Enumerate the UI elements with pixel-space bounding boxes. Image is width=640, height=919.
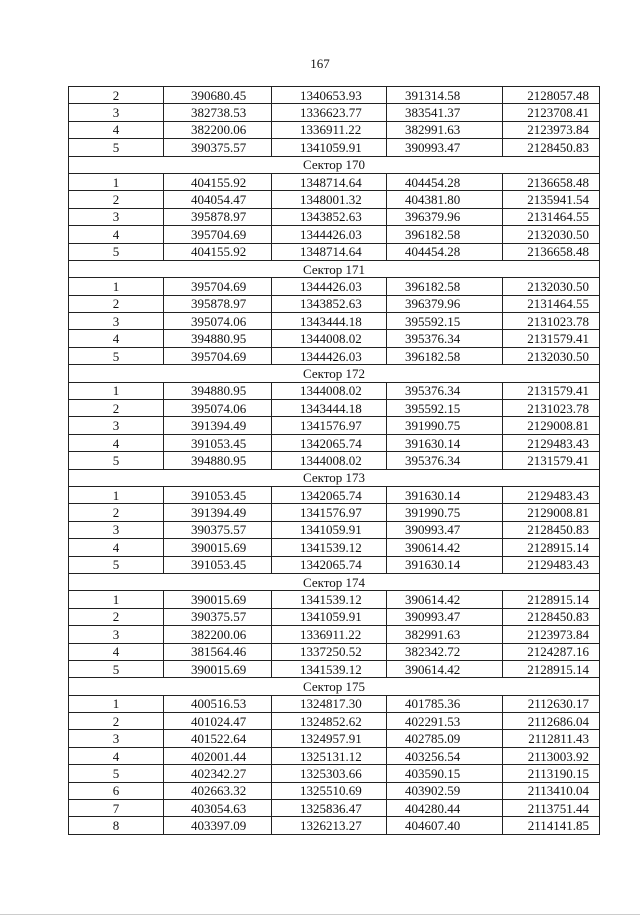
coord-y2-cell: 2136658.48 [503,173,600,190]
coord-x1-cell: 402663.32 [164,782,272,799]
coord-x1-cell: 390015.69 [164,591,272,608]
coord-y1-cell: 1337250.52 [272,643,387,660]
coord-y2-cell: 2113751.44 [503,800,600,817]
sector-title: Сектор 170 [69,156,600,173]
coord-y1-cell: 1343852.63 [272,208,387,225]
sector-header-row [69,365,600,382]
coord-y2-cell: 2129483.43 [503,486,600,503]
table-row [69,521,600,538]
coord-x2-cell: 382991.63 [387,626,503,643]
coord-y1-cell: 1336623.77 [272,104,387,121]
point-number-cell: 5 [69,139,164,156]
coord-x2-cell: 395376.34 [387,452,503,469]
coord-x1-cell: 403397.09 [164,817,272,834]
table-row [69,313,600,330]
point-number-cell: 4 [69,226,164,243]
point-number-cell: 1 [69,591,164,608]
coord-x1-cell: 402342.27 [164,765,272,782]
coord-y1-cell: 1348001.32 [272,191,387,208]
coord-x2-cell: 391630.14 [387,434,503,451]
table-row [69,121,600,138]
table-row [69,660,600,677]
table-row [69,191,600,208]
coord-y2-cell: 2114141.85 [503,817,600,834]
coord-x1-cell: 403054.63 [164,800,272,817]
coord-y2-cell: 2131579.41 [503,330,600,347]
coord-x2-cell: 390993.47 [387,521,503,538]
point-number-cell: 8 [69,817,164,834]
sector-header-row [69,260,600,277]
table-row [69,400,600,417]
sector-title: Сектор 171 [69,260,600,277]
coord-x2-cell: 390993.47 [387,608,503,625]
coord-y1-cell: 1344426.03 [272,226,387,243]
sector-title: Сектор 173 [69,469,600,486]
coord-y1-cell: 1324817.30 [272,695,387,712]
coord-y1-cell: 1336911.22 [272,121,387,138]
coord-y1-cell: 1340653.93 [272,87,387,104]
coord-x2-cell: 391314.58 [387,87,503,104]
point-number-cell: 3 [69,104,164,121]
coord-x1-cell: 390375.57 [164,139,272,156]
coord-y2-cell: 2131579.41 [503,452,600,469]
table-row [69,504,600,521]
point-number-cell: 2 [69,713,164,730]
point-number-cell: 1 [69,173,164,190]
coord-x2-cell: 396182.58 [387,226,503,243]
coord-y2-cell: 2128915.14 [503,660,600,677]
table-row [69,208,600,225]
coord-x1-cell: 395878.97 [164,295,272,312]
table-row [69,452,600,469]
coord-x1-cell: 395074.06 [164,313,272,330]
point-number-cell: 2 [69,504,164,521]
coord-x1-cell: 394880.95 [164,382,272,399]
coord-y2-cell: 2113190.15 [503,765,600,782]
coord-x1-cell: 390015.69 [164,660,272,677]
point-number-cell: 3 [69,208,164,225]
point-number-cell: 3 [69,521,164,538]
table-row [69,695,600,712]
coord-x2-cell: 404280.44 [387,800,503,817]
coord-y1-cell: 1341059.91 [272,139,387,156]
coord-x2-cell: 404454.28 [387,243,503,260]
coord-x1-cell: 395074.06 [164,400,272,417]
point-number-cell: 3 [69,417,164,434]
coord-x1-cell: 381564.46 [164,643,272,660]
point-number-cell: 6 [69,782,164,799]
coord-y2-cell: 2132030.50 [503,347,600,364]
point-number-cell: 1 [69,486,164,503]
point-number-cell: 4 [69,330,164,347]
coord-y2-cell: 2131023.78 [503,313,600,330]
coord-x2-cell: 403256.54 [387,747,503,764]
coord-y1-cell: 1344426.03 [272,278,387,295]
coord-x2-cell: 404607.40 [387,817,503,834]
point-number-cell: 3 [69,730,164,747]
point-number-cell: 1 [69,382,164,399]
point-number-cell: 3 [69,313,164,330]
coord-y1-cell: 1344008.02 [272,382,387,399]
point-number-cell: 2 [69,191,164,208]
table-row [69,765,600,782]
coord-y1-cell: 1341059.91 [272,608,387,625]
coord-y1-cell: 1325836.47 [272,800,387,817]
coord-y1-cell: 1341576.97 [272,504,387,521]
point-number-cell: 3 [69,626,164,643]
sector-header-row [69,678,600,695]
point-number-cell: 2 [69,87,164,104]
point-number-cell: 5 [69,765,164,782]
scan-edge-line [0,914,640,915]
coord-x1-cell: 390375.57 [164,608,272,625]
coord-x2-cell: 396379.96 [387,208,503,225]
point-number-cell: 5 [69,556,164,573]
coord-x2-cell: 395376.34 [387,382,503,399]
sector-title: Сектор 175 [69,678,600,695]
point-number-cell: 4 [69,121,164,138]
coord-x1-cell: 382200.06 [164,121,272,138]
table-row [69,486,600,503]
coord-x2-cell: 383541.37 [387,104,503,121]
coord-x2-cell: 390614.42 [387,591,503,608]
coord-x2-cell: 404454.28 [387,173,503,190]
coord-y1-cell: 1325303.66 [272,765,387,782]
table-row [69,434,600,451]
coord-y1-cell: 1344426.03 [272,347,387,364]
coord-x2-cell: 382991.63 [387,121,503,138]
coord-x1-cell: 391394.49 [164,504,272,521]
sector-title: Сектор 172 [69,365,600,382]
point-number-cell: 2 [69,608,164,625]
table-row [69,782,600,799]
coord-y2-cell: 2123708.41 [503,104,600,121]
point-number-cell: 5 [69,347,164,364]
coord-x2-cell: 391990.75 [387,417,503,434]
point-number-cell: 4 [69,643,164,660]
coord-y1-cell: 1343444.18 [272,313,387,330]
table-row [69,608,600,625]
coord-x2-cell: 404381.80 [387,191,503,208]
coord-y1-cell: 1326213.27 [272,817,387,834]
coord-y1-cell: 1342065.74 [272,434,387,451]
coord-x1-cell: 382738.53 [164,104,272,121]
coord-y2-cell: 2132030.50 [503,278,600,295]
table-row [69,330,600,347]
sector-header-row [69,469,600,486]
coord-x2-cell: 402785.09 [387,730,503,747]
coord-y2-cell: 2112630.17 [503,695,600,712]
point-number-cell: 5 [69,660,164,677]
coord-y2-cell: 2128915.14 [503,591,600,608]
coord-x1-cell: 382200.06 [164,626,272,643]
table-row [69,278,600,295]
table-row [69,295,600,312]
point-number-cell: 5 [69,452,164,469]
coord-y2-cell: 2128450.83 [503,608,600,625]
coord-y1-cell: 1348714.64 [272,243,387,260]
table-row [69,800,600,817]
coord-y2-cell: 2131464.55 [503,208,600,225]
table-row [69,139,600,156]
sector-header-row [69,156,600,173]
coord-y2-cell: 2135941.54 [503,191,600,208]
table-row [69,226,600,243]
coord-x2-cell: 403902.59 [387,782,503,799]
coord-x1-cell: 390015.69 [164,539,272,556]
coord-x1-cell: 404155.92 [164,173,272,190]
coord-y2-cell: 2128915.14 [503,539,600,556]
coord-y2-cell: 2112811.43 [503,730,600,747]
coord-x2-cell: 391630.14 [387,486,503,503]
coord-x2-cell: 401785.36 [387,695,503,712]
coord-x1-cell: 391394.49 [164,417,272,434]
coord-y1-cell: 1325131.12 [272,747,387,764]
coord-y2-cell: 2123973.84 [503,121,600,138]
coord-x2-cell: 391990.75 [387,504,503,521]
table-row [69,626,600,643]
coord-x2-cell: 396182.58 [387,347,503,364]
coord-x1-cell: 390375.57 [164,521,272,538]
point-number-cell: 4 [69,434,164,451]
coord-y2-cell: 2131464.55 [503,295,600,312]
coord-y1-cell: 1341059.91 [272,521,387,538]
table-row [69,556,600,573]
coord-y2-cell: 2112686.04 [503,713,600,730]
coord-y1-cell: 1324957.91 [272,730,387,747]
coord-x1-cell: 390680.45 [164,87,272,104]
coord-y2-cell: 2129483.43 [503,556,600,573]
coord-y1-cell: 1344008.02 [272,330,387,347]
table-row [69,730,600,747]
coord-y1-cell: 1341539.12 [272,660,387,677]
table-row [69,87,600,104]
coord-y2-cell: 2136658.48 [503,243,600,260]
coord-x2-cell: 395592.15 [387,313,503,330]
table-row [69,417,600,434]
coord-x1-cell: 404155.92 [164,243,272,260]
coord-y2-cell: 2123973.84 [503,626,600,643]
table-row [69,591,600,608]
coord-x1-cell: 395878.97 [164,208,272,225]
coord-x1-cell: 391053.45 [164,556,272,573]
point-number-cell: 4 [69,747,164,764]
coordinates-table-body [69,87,600,835]
coord-y2-cell: 2129483.43 [503,434,600,451]
coord-y2-cell: 2131579.41 [503,382,600,399]
table-row [69,243,600,260]
coord-y1-cell: 1325510.69 [272,782,387,799]
coord-x1-cell: 404054.47 [164,191,272,208]
coord-y1-cell: 1343444.18 [272,400,387,417]
coord-y1-cell: 1344008.02 [272,452,387,469]
coord-x2-cell: 391630.14 [387,556,503,573]
table-row [69,173,600,190]
table-row [69,817,600,834]
coord-y2-cell: 2131023.78 [503,400,600,417]
coord-y2-cell: 2129008.81 [503,417,600,434]
coord-x2-cell: 390614.42 [387,539,503,556]
coord-x1-cell: 391053.45 [164,486,272,503]
coord-x1-cell: 401024.47 [164,713,272,730]
coord-y2-cell: 2132030.50 [503,226,600,243]
coord-y2-cell: 2128057.48 [503,87,600,104]
coord-x2-cell: 402291.53 [387,713,503,730]
page-number: 167 [310,56,330,71]
table-row [69,747,600,764]
sector-header-row [69,573,600,590]
table-row [69,104,600,121]
coord-x2-cell: 396379.96 [387,295,503,312]
point-number-cell: 7 [69,800,164,817]
point-number-cell: 1 [69,278,164,295]
coord-y2-cell: 2128450.83 [503,521,600,538]
coord-x2-cell: 395376.34 [387,330,503,347]
coord-x2-cell: 390614.42 [387,660,503,677]
coord-y1-cell: 1348714.64 [272,173,387,190]
coord-x2-cell: 403590.15 [387,765,503,782]
table-row [69,347,600,364]
coord-x2-cell: 382342.72 [387,643,503,660]
coord-x1-cell: 401522.64 [164,730,272,747]
coord-x1-cell: 391053.45 [164,434,272,451]
coord-x2-cell: 396182.58 [387,278,503,295]
coord-y1-cell: 1341576.97 [272,417,387,434]
coord-y2-cell: 2129008.81 [503,504,600,521]
coord-y1-cell: 1343852.63 [272,295,387,312]
table-row [69,713,600,730]
coord-x1-cell: 395704.69 [164,347,272,364]
coord-x1-cell: 395704.69 [164,278,272,295]
coord-x2-cell: 395592.15 [387,400,503,417]
coord-x1-cell: 394880.95 [164,452,272,469]
coord-y1-cell: 1324852.62 [272,713,387,730]
coord-x1-cell: 395704.69 [164,226,272,243]
point-number-cell: 2 [69,295,164,312]
point-number-cell: 1 [69,695,164,712]
coord-x2-cell: 390993.47 [387,139,503,156]
coord-y2-cell: 2113003.92 [503,747,600,764]
point-number-cell: 4 [69,539,164,556]
coord-y1-cell: 1336911.22 [272,626,387,643]
coord-x1-cell: 400516.53 [164,695,272,712]
sector-title: Сектор 174 [69,573,600,590]
coord-y2-cell: 2113410.04 [503,782,600,799]
point-number-cell: 5 [69,243,164,260]
table-row [69,539,600,556]
coord-y1-cell: 1341539.12 [272,591,387,608]
coord-y1-cell: 1342065.74 [272,556,387,573]
point-number-cell: 2 [69,400,164,417]
coord-x1-cell: 402001.44 [164,747,272,764]
table-row [69,643,600,660]
coord-y2-cell: 2124287.16 [503,643,600,660]
coord-x1-cell: 394880.95 [164,330,272,347]
coord-y2-cell: 2128450.83 [503,139,600,156]
table-row [69,382,600,399]
coordinates-table [68,86,600,835]
coord-y1-cell: 1342065.74 [272,486,387,503]
coord-y1-cell: 1341539.12 [272,539,387,556]
